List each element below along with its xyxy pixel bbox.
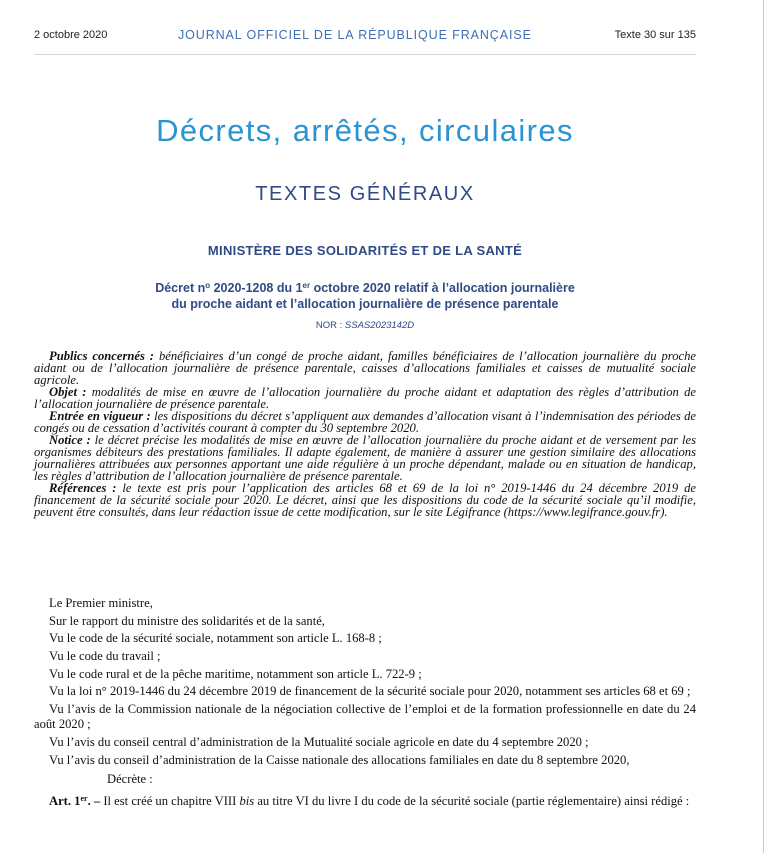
decrete: Décrète :	[107, 772, 153, 787]
text-number: Texte 30 sur 135	[614, 29, 696, 41]
decree-notice	[34, 350, 696, 518]
notice-text: les dispositions du décret s’appliquent aux demandes d’allocation visant à l’indemnisation des périodes de congés ou de cessation d’activités courant à compter du 30 septembre 2020.	[34, 409, 696, 435]
journal-title: JOURNAL OFFICIEL DE LA RÉPUBLIQUE FRANÇAISE	[178, 28, 532, 42]
decree-title-line-1	[60, 281, 670, 297]
section-title: Décrets, arrêtés, circulaires	[156, 113, 574, 148]
decree-body	[34, 596, 696, 812]
header-divider	[34, 54, 696, 55]
notice-text: modalités de mise en œuvre de l’allocation journalière du proche aidant et adaptation des règles d’attribution de l’allocation journalière de présence parentale.	[34, 385, 697, 411]
notice-objet	[34, 386, 696, 410]
notice-label: Publics concernés :	[49, 349, 155, 363]
notice-label: Objet :	[49, 385, 87, 399]
ministry-heading: MINISTÈRE DES SOLIDARITÉS ET DE LA SANTÉ	[207, 243, 523, 258]
visa: Vu la loi n° 2019-1446 du 24 décembre 2019 de financement de la sécurité sociale pour 2020, notamment ses articles 68 et 69 ;	[49, 684, 691, 699]
notice-text: bénéficiaires d’un congé de proche aidant, familles bénéficiaires de l’allocation journalière du proche aidant ou de l’allocation journalière de présence parentale, caisses d’allocations familiales et caisses de mutualité sociale agricole.	[34, 349, 696, 387]
notice-label: Entrée en vigueur :	[49, 409, 151, 423]
notice-publics	[34, 350, 696, 386]
visa: Vu le code de la sécurité sociale, notamment son article L. 168-8 ;	[49, 631, 382, 646]
decree-title-part: octobre 2020 relatif à l’allocation journalière	[310, 281, 575, 295]
notice-entree	[34, 410, 696, 434]
journal-header	[34, 29, 696, 47]
notice-text: le texte est pris pour l’application des articles 68 et 69 de la loi n° 2019-1446 du 24 décembre 2019 de financement de la sécurité sociale pour 2020. Le décret, ainsi que les dispositions du code de la sécurité sociale qu’il modifie, peuvent être consultés, dans leur rédaction issue de cette modification, sur le site Légifrance (https://www.legifrance.gouv.fr).	[34, 481, 696, 519]
nor-reference	[0, 320, 730, 331]
notice-text: le décret précise les modalités de mise en œuvre de l’allocation journalière du proche aidant et de versement par les organismes débiteurs des prestations familiales. Il adapte également, de manière à assurer une gestion similaire des allocations journalières attribuées aux personnes apportant une aide régulière à un proche dépendant, malade ou en situation de handicap, les règles d’attribution de l’allocation journalière de présence parentale.	[34, 433, 696, 483]
notice-references	[34, 482, 696, 518]
rapport: Sur le rapport du ministre des solidarités et de la santé,	[49, 613, 325, 628]
decree-title	[60, 281, 670, 312]
article-text: au titre VI du livre I du code de la sécurité sociale (partie réglementaire) ainsi rédigé :	[254, 794, 690, 809]
visa: Vu le code du travail ;	[49, 649, 161, 664]
decree-title-line-2: du proche aidant et l’allocation journalière de présence parentale	[171, 296, 559, 311]
publication-date: 2 octobre 2020	[34, 29, 108, 41]
notice-label: Notice :	[49, 433, 91, 447]
decree-title-part: Décret n	[155, 281, 206, 295]
visa: Vu l’avis de la Commission nationale de la négociation collective de l’emploi et de la formation professionnelle en date du 24 août 2020 ;	[34, 702, 696, 732]
article-label-dash: . –	[87, 794, 101, 809]
premier-ministre: Le Premier ministre,	[49, 596, 153, 610]
decree-title-sup: er	[302, 281, 311, 290]
visa: Vu le code rural et de la pêche maritime, notamment son article L. 722-9 ;	[49, 666, 422, 681]
article-text: Il est créé un chapitre VIII	[100, 794, 240, 809]
nor-label: NOR :	[315, 320, 345, 331]
notice-notice	[34, 434, 696, 482]
article-label-sup: er	[80, 794, 88, 804]
section-subtitle: TEXTES GÉNÉRAUX	[255, 183, 475, 205]
decree-title-sup: o	[205, 281, 211, 290]
article-1	[34, 794, 696, 809]
visa: Vu l’avis du conseil d’administration de la Caisse nationale des allocations familiales en date du 8 septembre 2020,	[49, 752, 630, 767]
article-label	[49, 794, 100, 808]
decree-title-part: 2020-1208 du 1	[210, 281, 303, 295]
article-label-text: Art. 1	[49, 794, 81, 809]
visa: Vu l’avis du conseil central d’administration de la Mutualité sociale agricole en date du 4 septembre 2020 ;	[49, 735, 589, 750]
article-bis: bis	[239, 794, 255, 809]
nor-code: SSAS2023142D	[344, 320, 415, 331]
notice-label: Références :	[49, 481, 117, 495]
